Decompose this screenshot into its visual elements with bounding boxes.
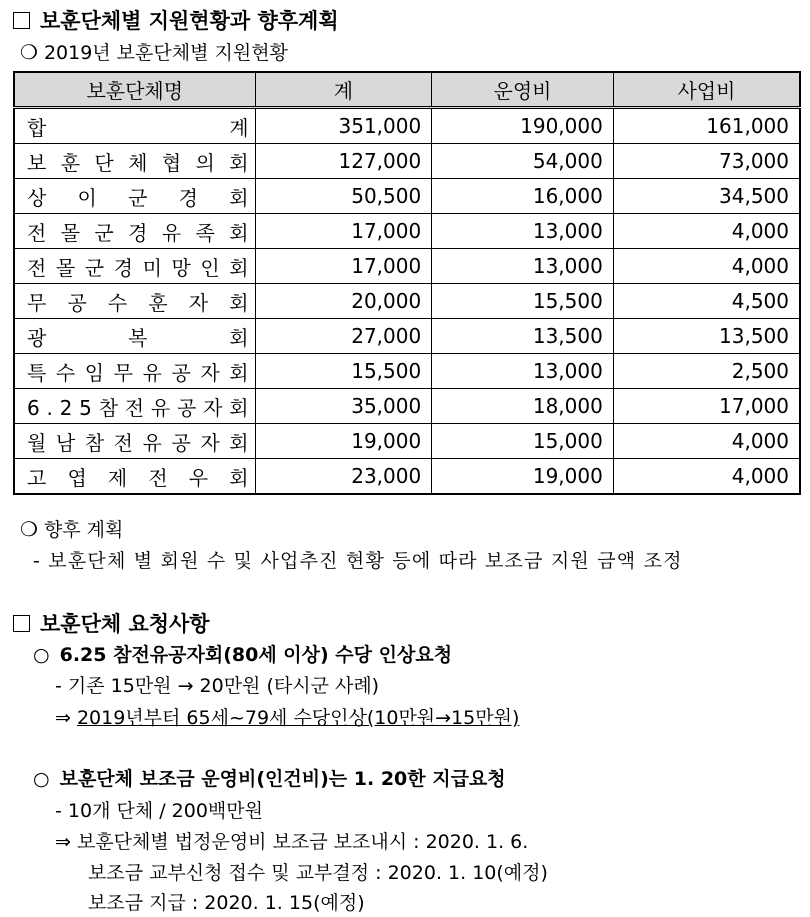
bullet-circle-icon: ❍	[20, 40, 38, 64]
row-biz: 4,500	[613, 284, 800, 319]
row-name: 광 복 회	[14, 319, 255, 354]
item2-line3: 보조금 교부신청 접수 및 교부결정 : 2020. 1. 10(예정)	[88, 862, 548, 884]
sub1-text: 2019년 보훈단체별 지원현황	[43, 42, 288, 64]
row-name: 6 . 2 5 참 전 유 공 자 회	[14, 389, 255, 424]
section2-heading	[13, 608, 210, 638]
row-total: 15,500	[255, 354, 432, 389]
sub2-text: 향후 계획	[43, 519, 124, 541]
row-name: 무 공 수 훈 자 회	[14, 284, 255, 319]
circle-bullet-icon: ○	[33, 644, 50, 666]
row-biz: 4,000	[613, 249, 800, 284]
row-ops: 19,000	[432, 459, 614, 495]
section1-sub2	[20, 515, 123, 542]
plan-line: - 보훈단체 별 회원 수 및 사업추진 현황 등에 따라 보조금 지원 금액 조정	[33, 550, 683, 572]
header-name: 보훈단체명	[14, 72, 255, 108]
table-header-row	[14, 72, 800, 108]
item1-line1: - 기존 15만원 → 20만원 (타시군 사례)	[55, 675, 380, 697]
table-row	[14, 249, 800, 284]
row-ops: 190,000	[432, 108, 614, 144]
row-biz: 2,500	[613, 354, 800, 389]
row-total: 127,000	[255, 144, 432, 179]
table-row	[14, 389, 800, 424]
table-row	[14, 459, 800, 495]
row-ops: 13,500	[432, 319, 614, 354]
row-total: 20,000	[255, 284, 432, 319]
row-biz: 4,000	[613, 424, 800, 459]
table-row	[14, 214, 800, 249]
table-row	[14, 144, 800, 179]
row-ops: 16,000	[432, 179, 614, 214]
row-biz: 4,000	[613, 214, 800, 249]
bullet-circle-icon: ❍	[20, 517, 38, 541]
row-ops: 13,000	[432, 249, 614, 284]
table-row	[14, 284, 800, 319]
table-row	[14, 354, 800, 389]
row-ops: 13,000	[432, 354, 614, 389]
item1-line2	[55, 703, 519, 730]
row-name: 월 남 참 전 유 공 자 회	[14, 424, 255, 459]
row-name: 고 엽 제 전 우 회	[14, 459, 255, 495]
row-name: 상 이 군 경 회	[14, 179, 255, 214]
item2-line1: - 10개 단체 / 200백만원	[55, 800, 263, 822]
row-ops: 54,000	[432, 144, 614, 179]
row-name: 합 계	[14, 108, 255, 144]
row-name: 전 몰 군 경 미 망 인 회	[14, 249, 255, 284]
section1-sub1	[20, 38, 288, 65]
row-total: 17,000	[255, 249, 432, 284]
checkbox-square-icon	[13, 615, 30, 632]
circle-bullet-icon: ○	[33, 768, 50, 790]
item2-title	[33, 764, 506, 791]
row-ops: 15,000	[432, 424, 614, 459]
row-total: 23,000	[255, 459, 432, 495]
row-biz: 4,000	[613, 459, 800, 495]
row-ops: 15,500	[432, 284, 614, 319]
row-ops: 13,000	[432, 214, 614, 249]
section1-heading	[13, 5, 339, 35]
header-biz: 사업비	[613, 72, 800, 108]
row-ops: 18,000	[432, 389, 614, 424]
item2-line4: 보조금 지급 : 2020. 1. 15(예정)	[88, 892, 365, 914]
header-total: 계	[255, 72, 432, 108]
row-biz: 13,500	[613, 319, 800, 354]
row-biz: 161,000	[613, 108, 800, 144]
row-name: 보 훈 단 체 협 의 회	[14, 144, 255, 179]
section2-title: 보훈단체 요청사항	[40, 612, 210, 636]
item2-line2: ⇒ 보훈단체별 법정운영비 보조금 보조내시 : 2020. 1. 6.	[55, 831, 529, 853]
table-row	[14, 179, 800, 214]
section1-title: 보훈단체별 지원현황과 향후계획	[40, 9, 339, 33]
row-biz: 34,500	[613, 179, 800, 214]
row-total: 35,000	[255, 389, 432, 424]
item2-title-text: 보훈단체 보조금 운영비(인건비)는 1. 20한 지급요청	[59, 768, 506, 790]
row-total: 27,000	[255, 319, 432, 354]
row-name: 특 수 임 무 유 공 자 회	[14, 354, 255, 389]
item1-title-text: 6.25 참전유공자회(80세 이상) 수당 인상요청	[59, 644, 453, 666]
item1-line2-text: 2019년부터 65세~79세 수당인상(10만원→15만원)	[76, 707, 520, 729]
table-row	[14, 319, 800, 354]
row-name: 전 몰 군 경 유 족 회	[14, 214, 255, 249]
row-total: 50,500	[255, 179, 432, 214]
item1-title	[33, 640, 452, 667]
header-ops: 운영비	[432, 72, 614, 108]
table-row	[14, 424, 800, 459]
checkbox-square-icon	[13, 12, 30, 29]
table-row	[14, 108, 800, 144]
row-total: 19,000	[255, 424, 432, 459]
arrow-prefix: ⇒	[55, 707, 71, 729]
row-biz: 73,000	[613, 144, 800, 179]
row-total: 351,000	[255, 108, 432, 144]
support-table	[13, 71, 801, 495]
row-total: 17,000	[255, 214, 432, 249]
row-biz: 17,000	[613, 389, 800, 424]
